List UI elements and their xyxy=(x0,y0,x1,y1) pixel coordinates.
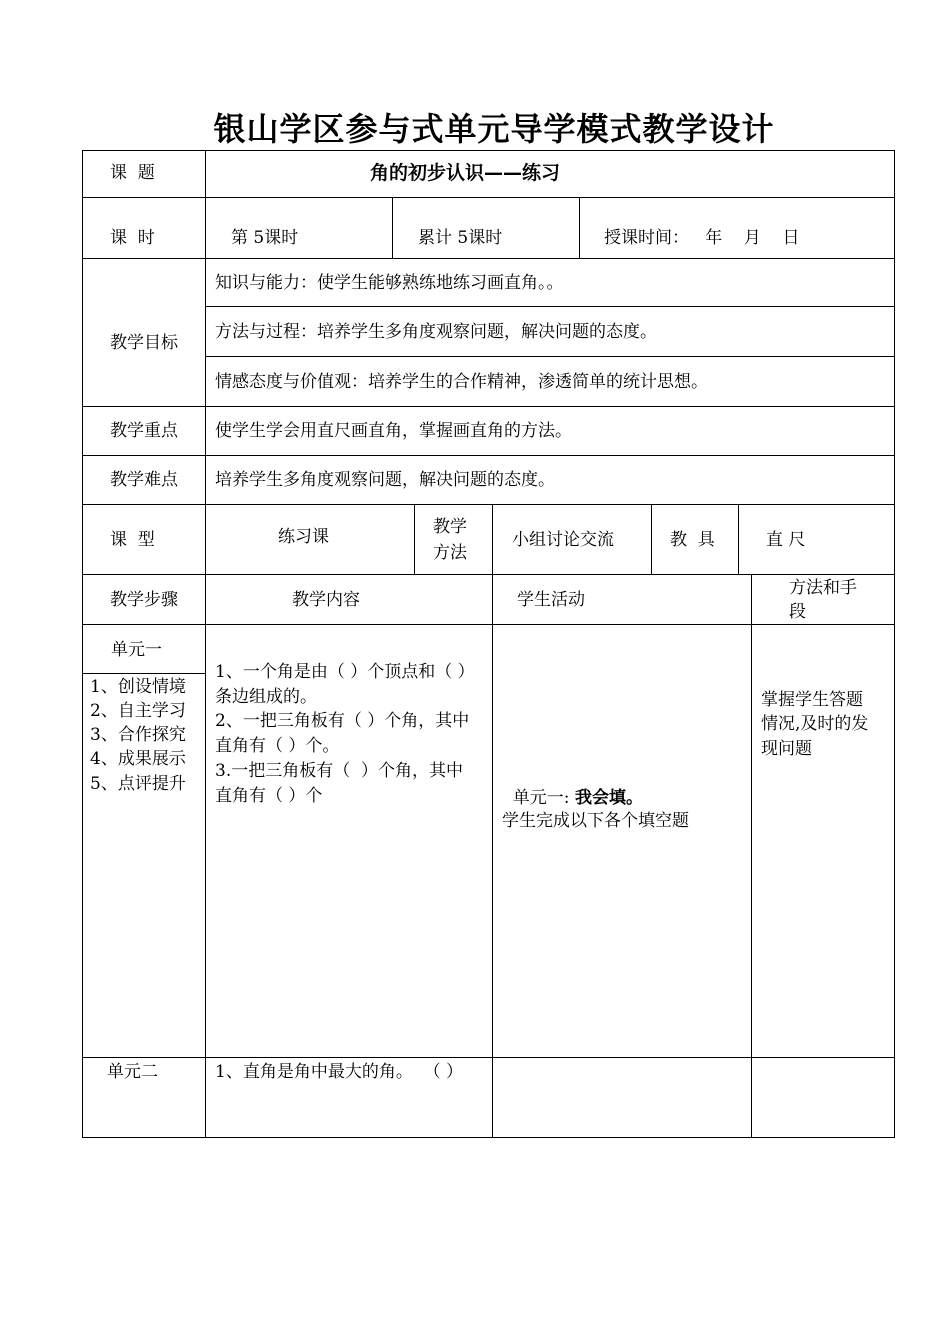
step-item: 4、成果展示 xyxy=(90,749,186,769)
row-divider xyxy=(82,406,895,407)
key-point-label: 教学重点 xyxy=(110,421,178,441)
objectives-label: 教学目标 xyxy=(110,333,178,353)
lesson-type-value: 练习课 xyxy=(278,527,329,547)
means-line: 情况,及时的发 xyxy=(761,714,869,734)
type-divider xyxy=(651,504,652,574)
row-divider xyxy=(82,197,895,198)
content-line: 条边组成的。 xyxy=(215,687,317,707)
key-point-value: 使学生学会用直尺画直角，掌握画直角的方法。 xyxy=(215,421,572,441)
step-item: 2、自主学习 xyxy=(90,701,186,721)
unit1-label: 单元一 xyxy=(111,640,162,660)
activity-header: 学生活动 xyxy=(517,590,585,610)
document-title: 银山学区参与式单元导学模式教学设计 xyxy=(213,110,775,148)
objective-item: 知识与能力：使学生能够熟练地练习画直角。。 xyxy=(215,273,564,293)
content-line: 3.一把三角板有（ ）个角，其中 xyxy=(215,761,464,781)
content-line: 1、一个角是由（ ）个顶点和（ ） xyxy=(215,662,475,682)
period-current: 第 5课时 xyxy=(231,228,299,248)
method-label: 教学 xyxy=(433,517,467,537)
step-item: 3、合作探究 xyxy=(90,725,186,745)
difficulty-label: 教学难点 xyxy=(110,470,178,490)
table-border-left xyxy=(82,150,83,1138)
objective-divider xyxy=(205,356,895,357)
type-divider xyxy=(414,504,415,574)
tools-value: 直 尺 xyxy=(766,530,806,550)
objective-item: 方法与过程：培养学生多角度观察问题，解决问题的态度。 xyxy=(215,322,657,342)
means-header: 方法和手 xyxy=(789,578,857,598)
tools-label: 教 具 xyxy=(670,530,715,550)
row-divider xyxy=(82,1057,895,1058)
unit2-label: 单元二 xyxy=(107,1062,158,1082)
row-divider xyxy=(82,624,895,625)
period-divider xyxy=(392,197,393,258)
period-total: 累计 5课时 xyxy=(418,228,503,248)
table-border-bottom xyxy=(82,1137,895,1138)
step-item: 5、点评提升 xyxy=(90,774,186,794)
means-line: 现问题 xyxy=(761,739,812,759)
period-label: 课 时 xyxy=(110,228,155,248)
means-line: 掌握学生答题 xyxy=(761,690,863,710)
objective-divider xyxy=(205,306,895,307)
method-label: 方法 xyxy=(433,543,467,563)
unit1-activity xyxy=(502,762,643,810)
type-divider xyxy=(738,504,739,574)
step-item: 1、创设情境 xyxy=(90,677,186,697)
content-line: 2、一把三角板有（ ）个角，其中 xyxy=(215,711,470,731)
method-value: 小组讨论交流 xyxy=(512,530,614,550)
lesson-type-label: 课 型 xyxy=(110,530,155,550)
row-divider xyxy=(82,258,895,259)
unit2-content: 1、直角是角中最大的角。 （ ） xyxy=(215,1062,464,1082)
topic-value: 角的初步认识——练习 xyxy=(370,162,561,184)
objective-item: 情感态度与价值观：培养学生的合作精神，渗透简单的统计思想。 xyxy=(215,372,708,392)
activity-prefix: 单元一: xyxy=(512,788,575,808)
teaching-date: 授课时间： 年 月 日 xyxy=(604,228,800,248)
content-column-divider xyxy=(492,574,493,1138)
topic-label: 课 题 xyxy=(110,163,155,183)
content-line: 直角有（ ）个 xyxy=(215,786,323,806)
steps-header: 教学步骤 xyxy=(110,590,178,610)
activity-bold: 我会填。 xyxy=(574,788,643,808)
means-header: 段 xyxy=(789,602,806,622)
content-header: 教学内容 xyxy=(292,590,360,610)
content-line: 直角有（ ）个。 xyxy=(215,736,340,756)
table-border-top xyxy=(82,150,895,151)
row-divider xyxy=(82,574,895,575)
unit1-activity-detail: 学生完成以下各个填空题 xyxy=(502,811,689,831)
period-divider xyxy=(579,197,580,258)
table-border-right xyxy=(894,150,895,1138)
row-divider xyxy=(82,504,895,505)
type-divider xyxy=(492,504,493,574)
row-divider xyxy=(82,455,895,456)
step-label-divider xyxy=(82,673,205,674)
means-column-divider xyxy=(751,574,752,1138)
label-column-divider xyxy=(205,150,206,1138)
difficulty-value: 培养学生多角度观察问题，解决问题的态度。 xyxy=(215,470,555,490)
